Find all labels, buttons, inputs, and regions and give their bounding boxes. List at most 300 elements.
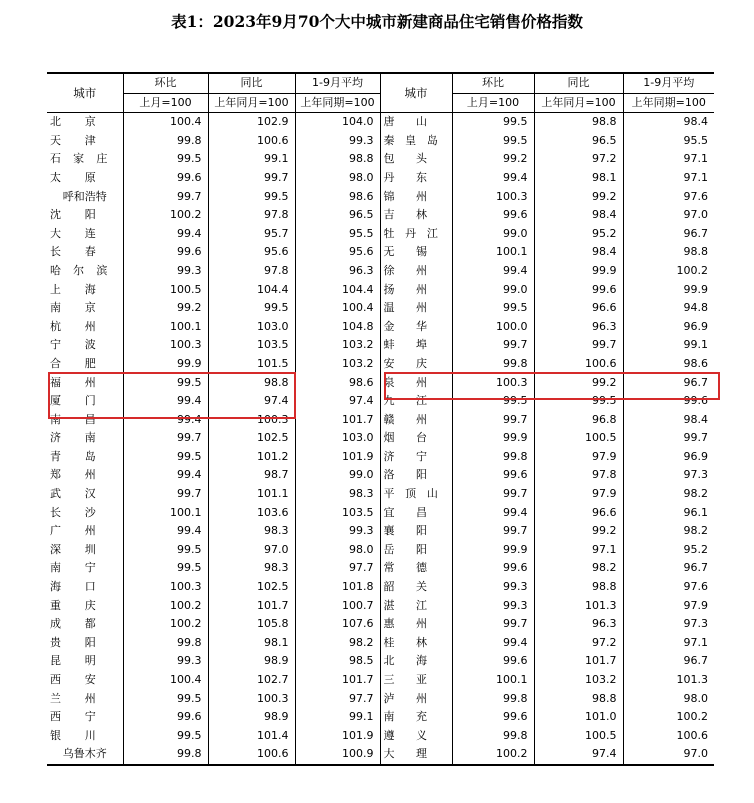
city-cell-right xyxy=(380,448,452,467)
mom-cell-left: 99.9 xyxy=(123,355,208,374)
table-row xyxy=(47,485,714,504)
city-name xyxy=(50,132,120,151)
mom-cell-right: 99.7 xyxy=(452,485,534,504)
yoy-cell-right: 99.2 xyxy=(534,522,623,541)
city-name xyxy=(384,150,449,169)
mom-cell-left: 99.5 xyxy=(123,374,208,393)
ytd-cell-left: 100.4 xyxy=(295,299,380,318)
city-char: 明 xyxy=(84,654,96,668)
mom-cell-right: 99.9 xyxy=(452,541,534,560)
yoy-cell-left: 102.5 xyxy=(208,429,295,448)
header-city-left: 城市 xyxy=(47,73,123,113)
mom-cell-left: 100.2 xyxy=(123,206,208,225)
mom-cell-right: 100.0 xyxy=(452,318,534,337)
city-name xyxy=(384,559,449,578)
highlight-box-quanzhou xyxy=(384,372,720,400)
mom-cell-left: 99.7 xyxy=(123,188,208,207)
city-cell-left xyxy=(47,634,123,653)
city-char: 州 xyxy=(416,375,427,389)
ytd-cell-right: 97.3 xyxy=(623,466,714,485)
city-cell-right xyxy=(380,429,452,448)
city-name xyxy=(50,206,120,225)
city-name xyxy=(50,671,120,690)
ytd-cell-right: 100.2 xyxy=(623,262,714,281)
city-char: 天 xyxy=(50,133,61,147)
city-cell-right xyxy=(380,113,452,132)
yoy-cell-right: 98.1 xyxy=(534,169,623,188)
city-char: 遵 xyxy=(383,728,395,742)
city-name xyxy=(50,727,120,746)
yoy-cell-right: 97.9 xyxy=(534,448,623,467)
mom-cell-left: 100.1 xyxy=(123,504,208,523)
city-cell-right xyxy=(380,206,452,225)
ytd-cell-left: 98.3 xyxy=(295,485,380,504)
mom-cell-right: 100.1 xyxy=(452,671,534,690)
yoy-cell-left: 100.6 xyxy=(208,745,295,765)
ytd-cell-left: 98.2 xyxy=(295,634,380,653)
ytd-cell-left: 99.3 xyxy=(295,132,380,151)
city-cell-right xyxy=(380,522,452,541)
mom-cell-right: 100.3 xyxy=(452,188,534,207)
ytd-cell-left: 97.4 xyxy=(295,392,380,411)
city-cell-left xyxy=(47,429,123,448)
yoy-cell-right: 96.6 xyxy=(534,504,623,523)
mom-cell-right: 99.7 xyxy=(452,411,534,430)
city-char: 林 xyxy=(416,635,427,649)
table-row xyxy=(47,615,714,634)
city-name xyxy=(50,504,120,523)
city-name xyxy=(50,522,120,541)
table-row xyxy=(47,504,714,523)
city-char: 兰 xyxy=(50,691,61,705)
city-cell-left xyxy=(47,132,123,151)
city-cell-right xyxy=(380,243,452,262)
city-name xyxy=(50,690,120,709)
city-cell-right xyxy=(380,485,452,504)
city-name xyxy=(384,206,449,225)
yoy-cell-left: 98.3 xyxy=(208,522,295,541)
city-char: 山 xyxy=(426,487,438,501)
mom-cell-right: 99.4 xyxy=(452,504,534,523)
city-cell-left xyxy=(47,615,123,634)
mom-cell-left: 99.5 xyxy=(123,448,208,467)
city-char: 州 xyxy=(84,375,96,389)
ytd-cell-right: 97.1 xyxy=(623,169,714,188)
table-row xyxy=(47,708,714,727)
city-char: 南 xyxy=(50,412,61,426)
city-name xyxy=(384,132,449,151)
table-row xyxy=(47,541,714,560)
city-name xyxy=(50,225,120,244)
city-name xyxy=(384,299,449,318)
header-ytd-base-right: 上年同期=100 xyxy=(623,93,714,113)
mom-cell-right: 100.1 xyxy=(452,243,534,262)
mom-cell-right: 99.6 xyxy=(452,466,534,485)
city-char: 岛 xyxy=(426,133,438,147)
city-name xyxy=(50,652,120,671)
yoy-cell-left: 101.2 xyxy=(208,448,295,467)
city-char: 青 xyxy=(50,449,61,463)
ytd-cell-left: 98.5 xyxy=(295,652,380,671)
city-char: 沈 xyxy=(50,208,61,222)
city-name xyxy=(384,429,449,448)
city-char: 洛 xyxy=(383,468,395,482)
ytd-cell-left: 99.0 xyxy=(295,466,380,485)
ytd-cell-left: 101.7 xyxy=(295,411,380,430)
ytd-cell-left: 96.5 xyxy=(295,206,380,225)
yoy-cell-left: 100.3 xyxy=(208,690,295,709)
city-char: 东 xyxy=(416,170,427,184)
table-row xyxy=(47,225,714,244)
city-char: 银 xyxy=(50,728,61,742)
ytd-cell-left: 98.6 xyxy=(295,188,380,207)
mom-cell-left: 100.2 xyxy=(123,597,208,616)
city-char: 九 xyxy=(383,394,395,408)
city-name xyxy=(50,634,120,653)
city-char: 江 xyxy=(416,394,427,408)
city-cell-left xyxy=(47,541,123,560)
table-row xyxy=(47,281,714,300)
ytd-cell-right: 100.6 xyxy=(623,727,714,746)
city-char: 西 xyxy=(50,673,61,686)
city-cell-right xyxy=(380,671,452,690)
header-mom-left: 环比 xyxy=(123,73,208,93)
city-char: 桂 xyxy=(383,635,395,649)
table-row xyxy=(47,466,714,485)
city-char: 常 xyxy=(383,561,395,575)
city-char: 杭 xyxy=(50,319,61,333)
ytd-cell-left: 96.3 xyxy=(295,262,380,281)
city-cell-right xyxy=(380,578,452,597)
ytd-cell-left: 99.3 xyxy=(295,522,380,541)
mom-cell-right: 100.2 xyxy=(452,745,534,765)
mom-cell-left: 99.5 xyxy=(123,727,208,746)
mom-cell-left: 99.5 xyxy=(123,559,208,578)
yoy-cell-right: 103.2 xyxy=(534,671,623,690)
city-char: 南 xyxy=(50,561,61,575)
city-char: 石 xyxy=(50,152,61,166)
ytd-cell-right: 97.1 xyxy=(623,634,714,653)
city-cell-right xyxy=(380,411,452,430)
city-name xyxy=(384,615,449,634)
yoy-cell-right: 98.4 xyxy=(534,243,623,262)
city-char: 汉 xyxy=(84,487,96,501)
city-char: 长 xyxy=(50,245,61,259)
header-ytd-left: 1-9月平均 xyxy=(295,73,380,93)
city-cell-right xyxy=(380,299,452,318)
yoy-cell-left: 101.5 xyxy=(208,355,295,374)
yoy-cell-left: 101.1 xyxy=(208,485,295,504)
city-char: 宁 xyxy=(50,338,61,352)
table-row xyxy=(47,188,714,207)
mom-cell-right: 99.0 xyxy=(452,225,534,244)
mom-cell-right: 99.3 xyxy=(452,578,534,597)
city-char: 亚 xyxy=(416,673,427,686)
city-cell-right xyxy=(380,634,452,653)
ytd-cell-right: 99.9 xyxy=(623,281,714,300)
ytd-cell-left: 97.7 xyxy=(295,559,380,578)
city-char: 州 xyxy=(416,412,427,426)
city-char: 济 xyxy=(50,431,61,445)
yoy-cell-right: 101.7 xyxy=(534,652,623,671)
ytd-cell-left: 104.8 xyxy=(295,318,380,337)
yoy-cell-right: 98.8 xyxy=(534,690,623,709)
city-cell-left xyxy=(47,690,123,709)
yoy-cell-left: 97.8 xyxy=(208,262,295,281)
mom-cell-right: 99.5 xyxy=(452,299,534,318)
city-char: 无 xyxy=(383,245,395,259)
city-char: 义 xyxy=(416,728,427,742)
mom-cell-left: 99.4 xyxy=(123,522,208,541)
yoy-cell-right: 97.2 xyxy=(534,634,623,653)
city-char: 口 xyxy=(84,580,96,594)
city-cell-left xyxy=(47,708,123,727)
table-row xyxy=(47,336,714,355)
city-cell-right xyxy=(380,150,452,169)
city-name xyxy=(384,169,449,188)
city-char: 成 xyxy=(50,617,61,631)
city-char: 海 xyxy=(50,580,61,594)
city-char: 南 xyxy=(84,431,96,445)
ytd-cell-left: 104.4 xyxy=(295,281,380,300)
city-char: 门 xyxy=(84,394,96,408)
city-name xyxy=(384,671,449,690)
ytd-cell-right: 97.3 xyxy=(623,615,714,634)
city-name xyxy=(384,355,449,374)
city-name: 乌鲁木齐 xyxy=(62,747,107,761)
city-cell-right xyxy=(380,355,452,374)
mom-cell-right: 99.8 xyxy=(452,448,534,467)
mom-cell-left: 99.3 xyxy=(123,262,208,281)
city-char: 泉 xyxy=(383,375,395,389)
city-cell-right xyxy=(380,745,452,765)
city-char: 济 xyxy=(383,449,395,463)
mom-cell-left: 99.6 xyxy=(123,169,208,188)
city-char: 州 xyxy=(416,263,427,277)
yoy-cell-right: 101.0 xyxy=(534,708,623,727)
city-name xyxy=(50,429,120,448)
yoy-cell-right: 99.7 xyxy=(534,336,623,355)
city-char: 安 xyxy=(84,673,96,686)
city-cell-left xyxy=(47,336,123,355)
city-char: 都 xyxy=(84,617,96,631)
yoy-cell-left: 97.8 xyxy=(208,206,295,225)
mom-cell-right: 99.6 xyxy=(452,708,534,727)
mom-cell-left: 100.1 xyxy=(123,318,208,337)
mom-cell-right: 99.4 xyxy=(452,169,534,188)
city-cell-left xyxy=(47,652,123,671)
city-char: 滨 xyxy=(96,263,108,277)
city-cell-right xyxy=(380,652,452,671)
yoy-cell-right: 101.3 xyxy=(534,597,623,616)
mom-cell-left: 99.3 xyxy=(123,652,208,671)
yoy-cell-left: 99.7 xyxy=(208,169,295,188)
city-char: 台 xyxy=(416,431,427,445)
city-char: 皇 xyxy=(405,133,417,147)
city-name xyxy=(50,262,120,281)
header-ytd-right: 1-9月平均 xyxy=(623,73,714,93)
yoy-cell-right: 99.5 xyxy=(534,392,623,411)
table-row xyxy=(47,448,714,467)
city-name xyxy=(50,281,120,300)
city-char: 津 xyxy=(84,133,96,147)
mom-cell-left: 99.6 xyxy=(123,708,208,727)
yoy-cell-left: 98.9 xyxy=(208,652,295,671)
mom-cell-right: 99.7 xyxy=(452,522,534,541)
mom-cell-left: 99.5 xyxy=(123,150,208,169)
city-char: 京 xyxy=(84,301,96,315)
yoy-cell-right: 100.6 xyxy=(534,355,623,374)
ytd-cell-right: 99.7 xyxy=(623,429,714,448)
table-body xyxy=(47,113,714,765)
city-char: 吉 xyxy=(383,208,395,222)
city-cell-left xyxy=(47,243,123,262)
city-char: 阳 xyxy=(84,635,96,649)
ytd-cell-left: 103.5 xyxy=(295,504,380,523)
city-char: 哈 xyxy=(50,263,61,277)
ytd-cell-left: 98.0 xyxy=(295,541,380,560)
yoy-cell-left: 102.9 xyxy=(208,113,295,132)
city-char: 南 xyxy=(50,301,61,315)
city-char: 福 xyxy=(50,375,61,389)
yoy-cell-right: 99.2 xyxy=(534,374,623,393)
ytd-cell-left: 101.7 xyxy=(295,671,380,690)
city-cell-right xyxy=(380,225,452,244)
mom-cell-right: 99.9 xyxy=(452,429,534,448)
city-char: 圳 xyxy=(84,542,96,556)
ytd-cell-right: 98.8 xyxy=(623,243,714,262)
mom-cell-left: 99.4 xyxy=(123,225,208,244)
city-char: 埠 xyxy=(416,338,427,352)
header-ytd-base-left: 上年同期=100 xyxy=(295,93,380,113)
yoy-cell-left: 101.4 xyxy=(208,727,295,746)
city-char: 北 xyxy=(50,115,61,129)
yoy-cell-right: 98.2 xyxy=(534,559,623,578)
city-cell-left xyxy=(47,727,123,746)
ytd-cell-right: 101.3 xyxy=(623,671,714,690)
city-cell-right xyxy=(380,169,452,188)
ytd-cell-left: 103.0 xyxy=(295,429,380,448)
city-char: 丹 xyxy=(405,226,417,240)
table-row xyxy=(47,113,714,132)
city-char: 南 xyxy=(383,710,395,724)
city-char: 武 xyxy=(50,487,61,501)
city-char: 沙 xyxy=(84,505,96,519)
city-name xyxy=(384,188,449,207)
table-row xyxy=(47,634,714,653)
city-cell-left xyxy=(47,448,123,467)
ytd-cell-right: 100.2 xyxy=(623,708,714,727)
mom-cell-left: 99.8 xyxy=(123,634,208,653)
ytd-cell-left: 100.7 xyxy=(295,597,380,616)
city-name xyxy=(384,485,449,504)
city-name xyxy=(50,355,120,374)
mom-cell-right: 99.0 xyxy=(452,281,534,300)
city-name xyxy=(384,225,449,244)
city-char: 州 xyxy=(84,319,96,333)
city-name xyxy=(384,336,449,355)
city-char: 关 xyxy=(416,580,427,594)
header-yoy-left: 同比 xyxy=(208,73,295,93)
ytd-cell-right: 96.9 xyxy=(623,318,714,337)
city-char: 州 xyxy=(416,617,427,631)
yoy-cell-left: 98.8 xyxy=(208,374,295,393)
yoy-cell-left: 102.7 xyxy=(208,671,295,690)
city-char: 原 xyxy=(84,170,96,184)
city-name xyxy=(384,597,449,616)
yoy-cell-right: 97.9 xyxy=(534,485,623,504)
city-cell-left xyxy=(47,559,123,578)
city-char: 州 xyxy=(84,691,96,705)
yoy-cell-left: 100.6 xyxy=(208,132,295,151)
city-cell-right xyxy=(380,690,452,709)
ytd-cell-left: 98.6 xyxy=(295,374,380,393)
table-row xyxy=(47,429,714,448)
city-char: 华 xyxy=(416,319,427,333)
city-cell-right xyxy=(380,559,452,578)
city-name xyxy=(50,485,120,504)
ytd-cell-left: 100.9 xyxy=(295,745,380,765)
mom-cell-right: 99.7 xyxy=(452,336,534,355)
yoy-cell-left: 104.4 xyxy=(208,281,295,300)
ytd-cell-left: 95.5 xyxy=(295,225,380,244)
city-cell-right xyxy=(380,132,452,151)
yoy-cell-right: 98.8 xyxy=(534,578,623,597)
city-char: 昌 xyxy=(416,505,427,519)
city-char: 宜 xyxy=(383,505,395,519)
ytd-cell-right: 95.5 xyxy=(623,132,714,151)
table-row xyxy=(47,169,714,188)
city-name xyxy=(384,634,449,653)
table-row xyxy=(47,727,714,746)
yoy-cell-left: 101.7 xyxy=(208,597,295,616)
city-cell-right xyxy=(380,336,452,355)
ytd-cell-right: 99.1 xyxy=(623,336,714,355)
city-char: 广 xyxy=(50,524,61,538)
city-cell-left xyxy=(47,355,123,374)
city-char: 宁 xyxy=(416,449,427,463)
mom-cell-right: 99.6 xyxy=(452,652,534,671)
mom-cell-left: 99.6 xyxy=(123,243,208,262)
city-char: 大 xyxy=(383,747,395,761)
city-char: 平 xyxy=(383,487,395,501)
city-name xyxy=(50,597,120,616)
city-char: 唐 xyxy=(383,115,395,129)
ytd-cell-right: 96.7 xyxy=(623,652,714,671)
ytd-cell-left: 95.6 xyxy=(295,243,380,262)
city-name xyxy=(384,745,449,764)
city-cell-left xyxy=(47,262,123,281)
yoy-cell-left: 98.9 xyxy=(208,708,295,727)
city-name xyxy=(384,411,449,430)
ytd-cell-right: 96.1 xyxy=(623,504,714,523)
ytd-cell-left: 98.8 xyxy=(295,150,380,169)
city-char: 泸 xyxy=(383,691,395,705)
table-row xyxy=(47,299,714,318)
yoy-cell-right: 95.2 xyxy=(534,225,623,244)
city-cell-left xyxy=(47,318,123,337)
ytd-cell-left: 97.7 xyxy=(295,690,380,709)
city-char: 金 xyxy=(383,319,395,333)
city-char: 惠 xyxy=(383,617,395,631)
city-char: 烟 xyxy=(383,431,395,445)
city-char: 牡 xyxy=(383,226,395,240)
yoy-cell-left: 99.1 xyxy=(208,150,295,169)
ytd-cell-right: 98.2 xyxy=(623,485,714,504)
yoy-cell-right: 96.8 xyxy=(534,411,623,430)
ytd-cell-right: 96.7 xyxy=(623,225,714,244)
city-char: 州 xyxy=(416,691,427,705)
